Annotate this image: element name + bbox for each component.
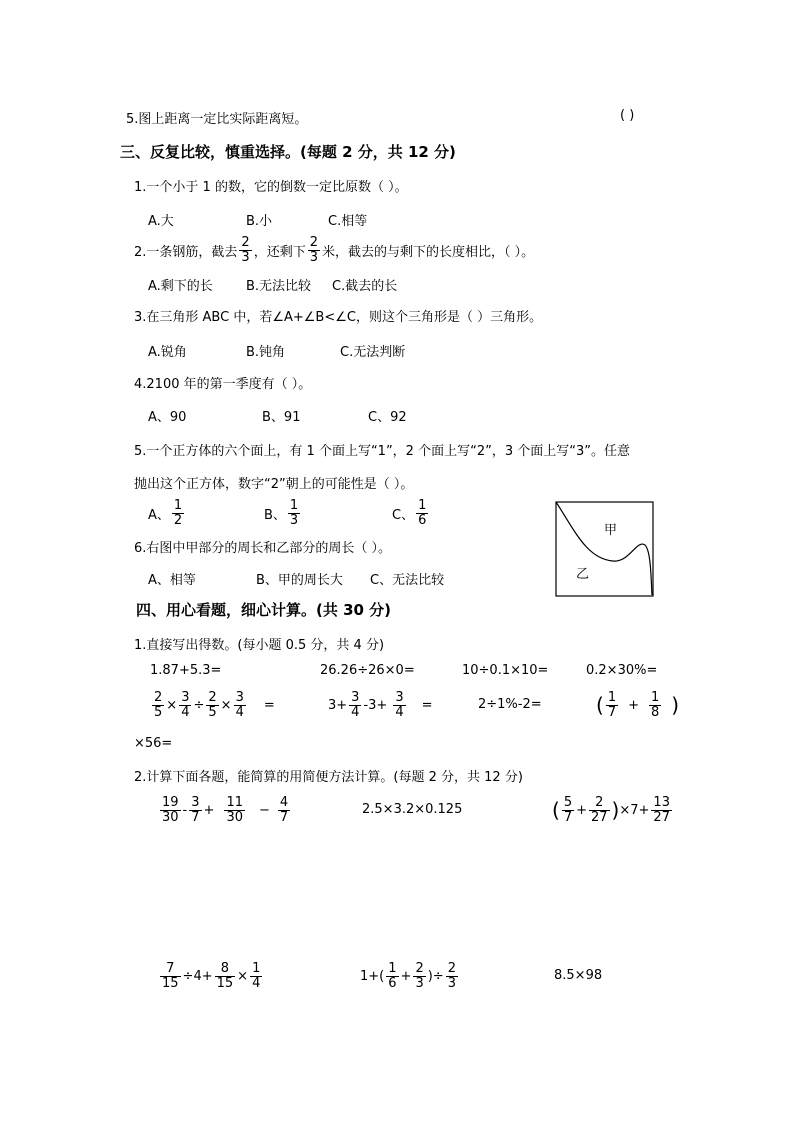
- q4-option-b[interactable]: B、91: [262, 410, 301, 425]
- q2-option-c[interactable]: C.截去的长: [332, 279, 398, 294]
- q5-option-c[interactable]: C、 $\frac{1}{6}$: [392, 497, 427, 528]
- p2-calc-4: $\frac{7}{15}$ ÷4+ $\frac{8}{15}$ × $\frac{1}{4}$: [162, 960, 261, 991]
- section-3-title: 三、反复比较，慎重选择。(每题 2 分，共 12 分): [120, 143, 456, 161]
- p1-expr-5: $\frac{2}{5}$ × $\frac{3}{4}$ ÷ $\frac{2}{5}$ × $\frac{3}{4}$ =: [154, 689, 275, 720]
- q2-text: [134, 232, 534, 268]
- q5-option-b[interactable]: B、 $\frac{1}{3}$: [264, 497, 299, 528]
- p1-expr-7: 2÷1%-2=: [478, 697, 542, 712]
- q3-option-c[interactable]: C.无法判断: [340, 345, 406, 360]
- q2-fraction-2: $\frac{2}{3}$: [309, 234, 318, 265]
- judge-q5-answer-blank[interactable]: ( ): [620, 108, 635, 123]
- p2-calc-6: 8.5×98: [554, 968, 603, 983]
- p1-expr-1: 1.87+5.3=: [150, 663, 222, 678]
- q6-option-b[interactable]: B、甲的周长大: [256, 573, 343, 588]
- q4-option-a[interactable]: A、90: [148, 410, 187, 425]
- judge-q5-text: 5.图上距离一定比实际距离短。: [126, 112, 308, 127]
- p2-title: 2.计算下面各题，能简算的用简便方法计算。(每题 2 分，共 12 分): [134, 770, 523, 785]
- q4-option-c[interactable]: C、92: [368, 410, 407, 425]
- q2-option-b[interactable]: B.无法比较: [246, 279, 312, 294]
- section-4-title: 四、用心看题，细心计算。(共 30 分): [136, 601, 392, 619]
- q2-fraction-1: $\frac{2}{3}$: [241, 234, 250, 265]
- q1-option-c[interactable]: C.相等: [328, 214, 368, 229]
- p2-calc-1: $\frac{19}{30}$ - $\frac{3}{7}$ + $\frac{11}{30}$ − $\frac{4}{7}$: [162, 794, 289, 825]
- q1-text: 1.一个小于 1 的数，它的倒数一定比原数（ ）。: [134, 180, 408, 195]
- p1-expr-8: ( $\frac{1}{7}$ + $\frac{1}{8}$ ): [596, 689, 680, 720]
- q2-mid: ，还剩下: [253, 244, 306, 260]
- q3-option-b[interactable]: B.钝角: [246, 345, 286, 360]
- p1-title: 1.直接写出得数。(每小题 0.5 分，共 4 分): [134, 638, 385, 653]
- q5-text-line1: 5.一个正方体的六个面上，有 1 个面上写“1”，2 个面上写“2”，3 个面上写“3”。任意: [134, 444, 630, 459]
- q5-option-a[interactable]: A、 $\frac{1}{2}$: [148, 497, 183, 528]
- q6-label-yi: 乙: [576, 567, 590, 582]
- q6-option-c[interactable]: C、无法比较: [370, 573, 445, 588]
- q2-option-a[interactable]: A.剩下的长: [148, 279, 213, 294]
- p1-expr-4: 0.2×30%=: [586, 663, 658, 678]
- q6-option-a[interactable]: A、相等: [148, 573, 196, 588]
- q4-text: 4.2100 年的第一季度有（ ）。: [134, 377, 312, 392]
- q1-option-b[interactable]: B.小: [246, 214, 273, 229]
- q2-pre: 2.一条钢筋，截去: [134, 244, 238, 260]
- q3-option-a[interactable]: A.锐角: [148, 345, 187, 360]
- p2-calc-3: ( $\frac{5}{7}$ + $\frac{2}{27}$ ) ×7+ $\frac{13}{27}$: [552, 794, 670, 825]
- q6-figure: [555, 501, 655, 597]
- p2-calc-5: 1+( $\frac{1}{6}$ + $\frac{2}{3}$ )÷ $\frac{2}{3}$: [360, 960, 456, 991]
- q6-text: 6.右图中甲部分的周长和乙部分的周长（ ）。: [134, 541, 392, 556]
- q5-text-line2: 抛出这个正方体，数字“2”朝上的可能性是（ ）。: [134, 477, 414, 492]
- p1-expr-6: 3+ $\frac{3}{4}$ -3+ $\frac{3}{4}$ =: [328, 689, 433, 720]
- q1-option-a[interactable]: A.大: [148, 214, 174, 229]
- p1-expr-2: 26.26÷26×0=: [320, 663, 415, 678]
- q2-post: 米，截去的与剩下的长度相比，（ ）。: [321, 244, 535, 260]
- p1-expr-3: 10÷0.1×10=: [462, 663, 549, 678]
- p1-expr-8-tail: ×56=: [134, 736, 173, 751]
- p2-calc-2: 2.5×3.2×0.125: [362, 802, 463, 817]
- q3-text: 3.在三角形 ABC 中，若∠A+∠B<∠C，则这个三角形是（ ）三角形。: [134, 310, 543, 325]
- q6-label-jia: 甲: [604, 523, 618, 538]
